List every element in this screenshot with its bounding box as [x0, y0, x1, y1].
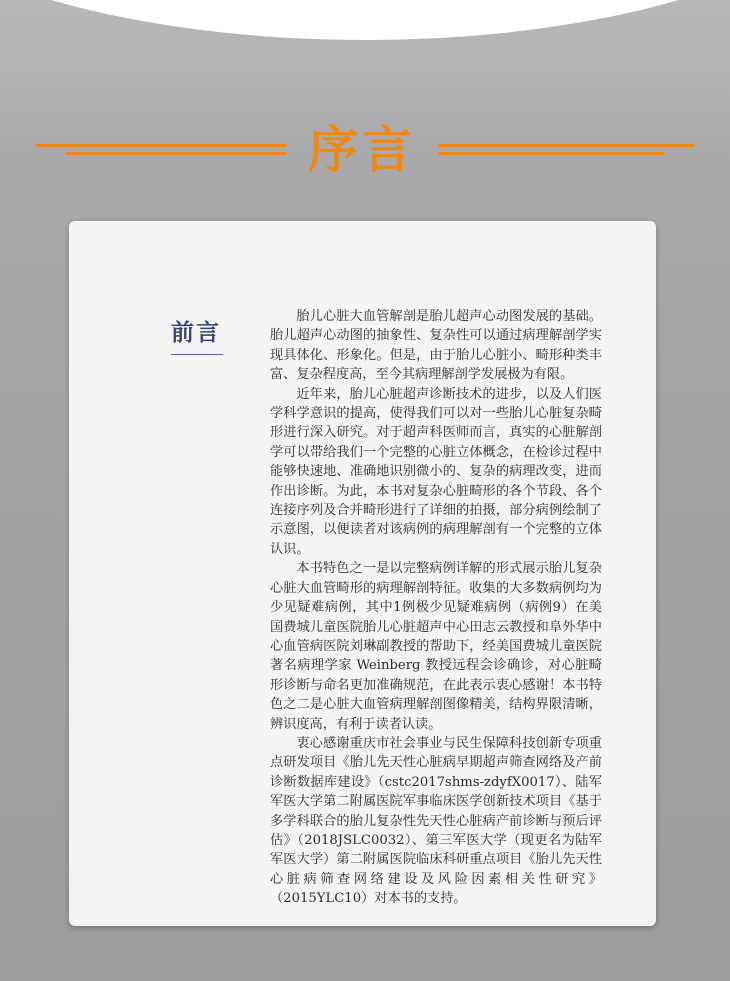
banner-rule-right-lower	[438, 152, 664, 155]
top-white-arc	[0, 0, 730, 40]
banner-rule-right-upper	[438, 144, 694, 147]
banner-rule-left-upper	[36, 144, 286, 147]
page-title: 前言	[171, 319, 221, 346]
banner-header	[0, 115, 730, 185]
preface-body	[270, 307, 602, 909]
paragraph: 衷心感谢重庆市社会事业与民生保障科技创新专项重点研发项目《胎儿先天性心脏病早期超声筛查网络及产前诊断数据库建设》（cstc2017shms-zdyfX0017）、陆军军医大学第二附属医院军事临床医学创新技术项目《基于多学科联合的胎儿复杂性先天性心脏病产前诊断与预后评估》（2018JSLC0032）、第三军医大学（现更名为陆军军医大学）第二附属医院临床科研重点项目《胎儿先天性心脏病筛查网络建设及风险因素相关性研究》（2015YLC10）对本书的支持。	[270, 735, 602, 907]
banner-rule-left-lower	[66, 152, 286, 155]
paragraph: 近年来，胎儿心脏超声诊断技术的进步，以及人们医学科学意识的提高，使得我们可以对一些胎儿心脏复杂畸形进行深入研究。对于超声科医师而言，真实的心脏解剖学可以带给我们一个完整的心脏立体概念，在检诊过程中能够快速地、准确地识别微小的、复杂的病理改变，进而作出诊断。为此，本书对复杂心脏畸形的各个节段、各个连接序列及合并畸形进行了详细的拍摄，部分病例绘制了示意图，以便读者对该病例的病理解剖有一个完整的立体认识。	[270, 386, 602, 557]
paragraph: 本书特色之一是以完整病例详解的形式展示胎儿复杂心脏大血管畸形的病理解剖特征。收集的大多数病例均为少见疑难病例，其中1例极少见疑难病例（病例9）在美国费城儿童医院胎儿心脏超声中心田志云教授和阜外华中心血管病医院刘琳副教授的帮助下，经美国费城儿童医院著名病理学家 Weinberg 教授远程会诊确诊，对心脏畸形诊断与命名更加准确规范，在此表示衷心感谢！本书特色之二是心脏大血管病理解剖图像精美，结构界限清晰，辨识度高，有利于读者认读。	[270, 561, 602, 732]
preface-page	[69, 221, 656, 926]
paragraph: 胎儿心脏大血管解剖是胎儿超声心动图发展的基础。胎儿超声心动图的抽象性、复杂性可以通过病理解剖学实现具体化、形象化。但是，由于胎儿心脏小、畸形种类丰富、复杂程度高，至今其病理解剖学发展极为有限。	[270, 309, 602, 383]
banner-title: 序言	[308, 121, 416, 179]
title-underline	[171, 354, 223, 355]
